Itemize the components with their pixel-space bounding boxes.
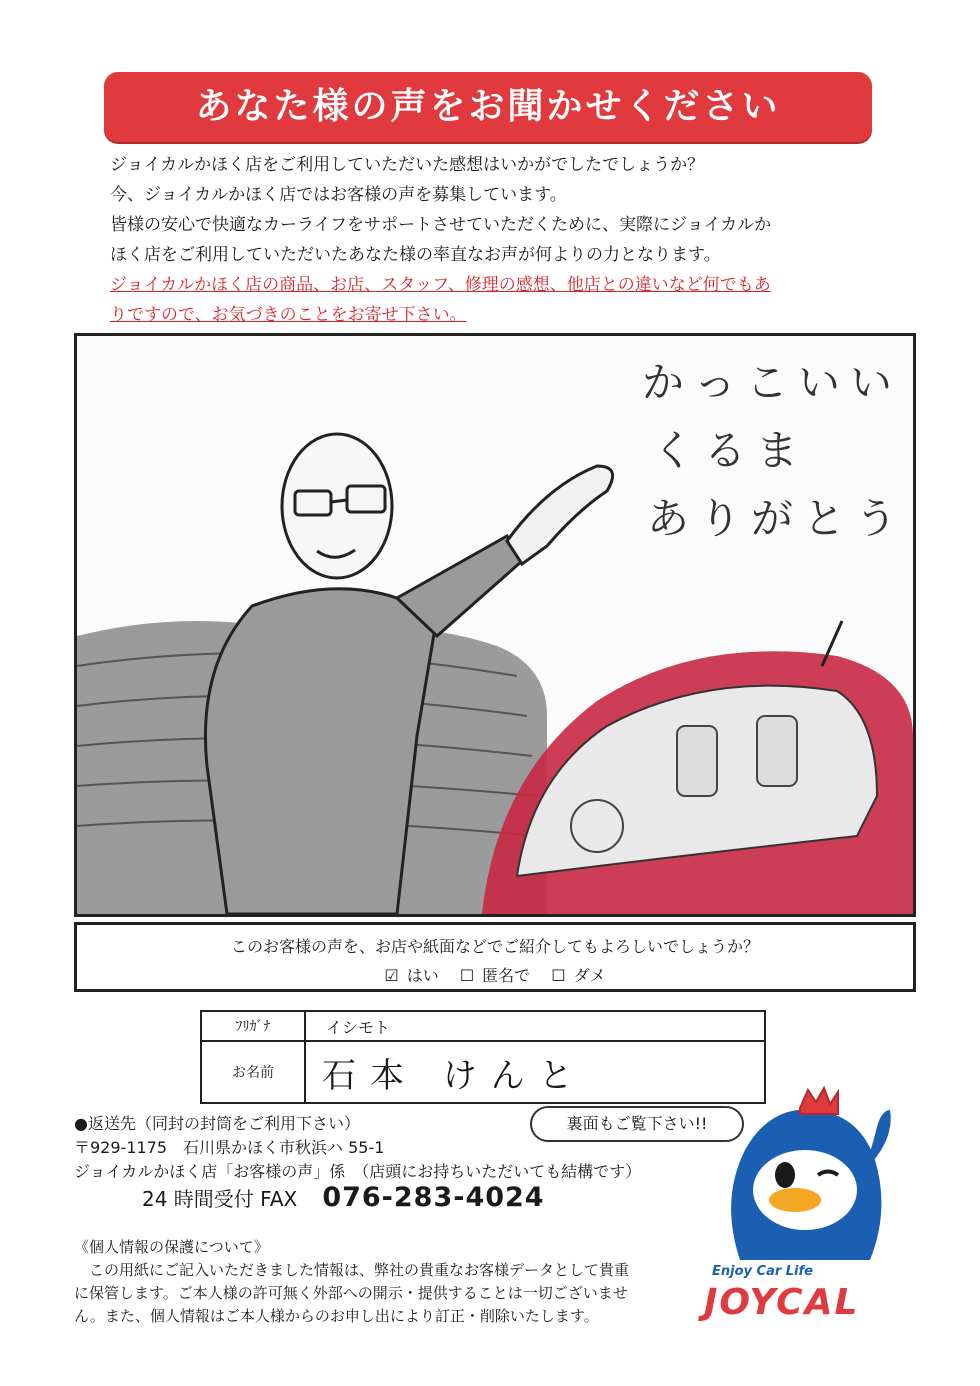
consent-option-no[interactable]: ☐ ダメ (551, 966, 606, 985)
intro-highlight-line: りですので、お気づきのことをお寄せ下さい。 (110, 305, 467, 325)
consent-question: このお客様の声を、お店や紙面などでご紹介してもよろしいでしょうか？ (230, 937, 759, 956)
page-title: あなた様の声をお聞かせください (104, 72, 872, 142)
privacy-line: に保管します。ご本人様の許可無く外部への開示・提供することは一切ございませ (74, 1284, 628, 1302)
fax-label: 24 時間受付 FAX (142, 1187, 298, 1211)
intro-line: 皆様の安心で快適なカーライフをサポートさせていただくために、実際にジョイカルか (110, 215, 772, 235)
logo-tagline: Enjoy Car Life (712, 1264, 813, 1279)
consent-option-anonymous[interactable]: ☐ 匿名で (459, 966, 531, 985)
handwritten-line: かっこいい (642, 358, 903, 407)
intro-highlight-line: ジョイカルかほく店の商品、お店、スタッフ、修理の感想、他店との違いなど何でもあ (110, 275, 771, 295)
intro-line: 今、ジョイカルかほく店ではお客様の声を募集しています。 (110, 185, 567, 205)
consent-box (74, 922, 916, 992)
handwritten-line: ありがとう (647, 494, 908, 543)
consent-options (77, 963, 913, 986)
drawing-area (74, 333, 916, 917)
consent-option-yes[interactable]: ☑ はい (384, 966, 439, 985)
name-form (200, 1010, 766, 1104)
brand-logo: JOYCAL (704, 1282, 860, 1323)
privacy-line: ん。また、個人情報はご本人様からのお申し出により訂正・削除いたします。 (74, 1307, 599, 1325)
intro-text (110, 150, 900, 360)
see-back-bubble: 裏面もご覧下さい!! (530, 1106, 744, 1142)
handwritten-line: くるま (652, 426, 809, 475)
furigana-label: ﾌﾘｶﾞﾅ (201, 1011, 305, 1041)
return-heading: ●返送先（同封の封筒をご利用下さい） (74, 1114, 360, 1133)
privacy-line: この用紙にご記入いただきました情報は、弊社の貴重なお客様データとして貴重 (89, 1261, 630, 1279)
name-field[interactable]: 石本 けんと (305, 1041, 765, 1103)
intro-line: ほく店をご利用していただいたあなた様の率直なお声が何よりの力となります。 (110, 245, 721, 265)
fax-number: 076-283-4024 (322, 1182, 545, 1213)
return-address: 〒929-1175 石川県かほく市秋浜ハ 55-1 (74, 1138, 385, 1157)
checkbox-icon: ☐ (551, 966, 566, 985)
fax-line (142, 1182, 545, 1213)
name-label: お名前 (201, 1041, 305, 1103)
return-dept: ジョイカルかほく店「お客様の声」係 （店頭にお持ちいただいても結構です） (74, 1162, 642, 1181)
privacy-heading: 《個人情報の保護について》 (74, 1238, 269, 1256)
intro-line: ジョイカルかほく店をご利用していただいた感想はいかがでしたでしょうか？ (110, 155, 705, 175)
checkbox-icon: ☐ (459, 966, 475, 985)
penguin-mascot-icon (700, 1080, 910, 1270)
privacy-notice (74, 1236, 714, 1328)
furigana-field[interactable]: イシモト (305, 1011, 765, 1041)
checkbox-checked-icon: ☑ (384, 966, 399, 985)
return-info (74, 1112, 641, 1184)
